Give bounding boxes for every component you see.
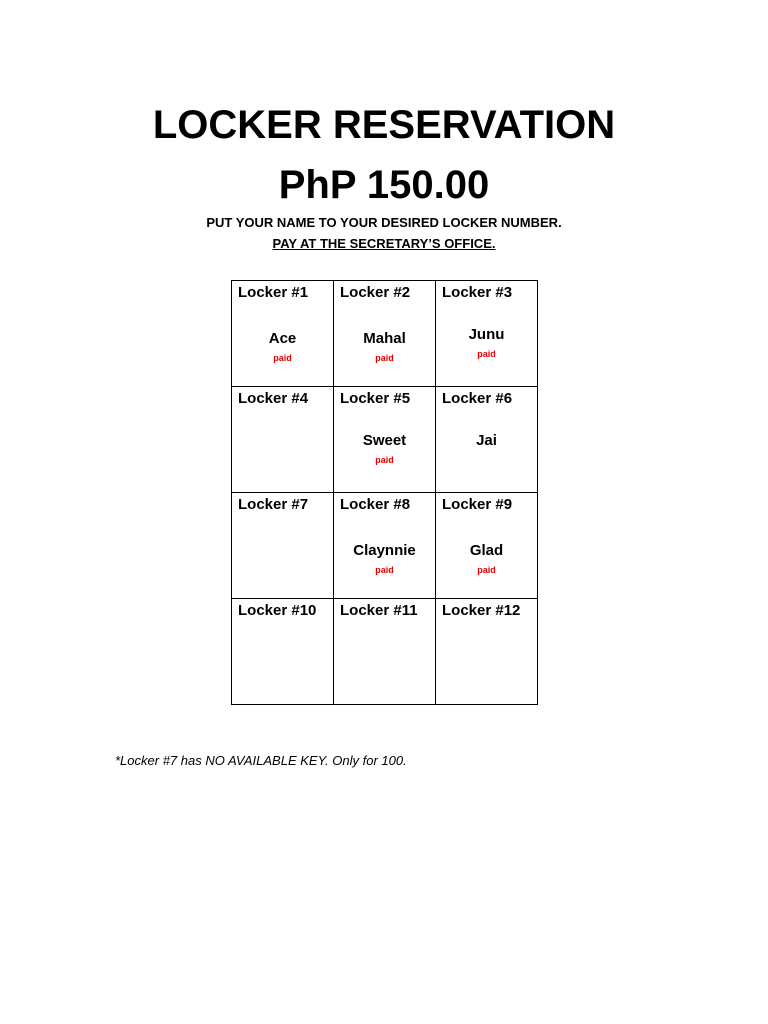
locker-name: Ace	[268, 330, 297, 347]
locker-name: Mahal	[363, 330, 406, 347]
locker-cell	[436, 387, 538, 493]
table-row	[232, 493, 538, 599]
locker-label: Locker #12	[442, 602, 521, 619]
locker-cell	[436, 493, 538, 599]
footnote: *Locker #7 has NO AVAILABLE KEY. Only for 100.	[115, 753, 407, 768]
locker-cell	[232, 281, 334, 387]
locker-name: Jai	[476, 432, 497, 449]
locker-cell	[334, 599, 436, 705]
locker-label: Locker #6	[442, 390, 513, 407]
locker-label: Locker #3	[442, 284, 513, 301]
locker-cell	[334, 281, 436, 387]
locker-cell	[232, 387, 334, 493]
locker-name: Glad	[469, 542, 504, 559]
locker-status: paid	[273, 353, 292, 363]
locker-name: Junu	[468, 326, 505, 343]
locker-cell	[436, 281, 538, 387]
locker-cell	[232, 493, 334, 599]
locker-label: Locker #5	[340, 390, 411, 407]
locker-label: Locker #4	[238, 390, 309, 407]
locker-name: Claynnie	[353, 542, 416, 559]
locker-status: paid	[375, 353, 394, 363]
locker-status: paid	[375, 565, 394, 575]
locker-label: Locker #10	[238, 602, 317, 619]
locker-cell	[334, 493, 436, 599]
price-heading: PhP 150.00	[278, 163, 490, 207]
locker-label: Locker #1	[238, 284, 309, 301]
locker-table	[231, 280, 538, 705]
locker-label: Locker #11	[340, 602, 418, 619]
payment-note: PAY AT THE SECRETARY’S OFFICE.	[272, 236, 496, 251]
table-row	[232, 281, 538, 387]
locker-label: Locker #9	[442, 496, 513, 513]
locker-label: Locker #8	[340, 496, 411, 513]
locker-cell	[436, 599, 538, 705]
table-row	[232, 599, 538, 705]
locker-status: paid	[477, 349, 496, 359]
locker-name: Sweet	[362, 432, 407, 449]
table-row	[232, 387, 538, 493]
locker-label: Locker #7	[238, 496, 309, 513]
locker-status: paid	[375, 455, 394, 465]
locker-cell	[334, 387, 436, 493]
instruction-text: PUT YOUR NAME TO YOUR DESIRED LOCKER NUMBER.	[206, 215, 562, 230]
page-title: LOCKER RESERVATION	[152, 103, 616, 147]
locker-label: Locker #2	[340, 284, 411, 301]
locker-cell	[232, 599, 334, 705]
locker-status: paid	[477, 565, 496, 575]
